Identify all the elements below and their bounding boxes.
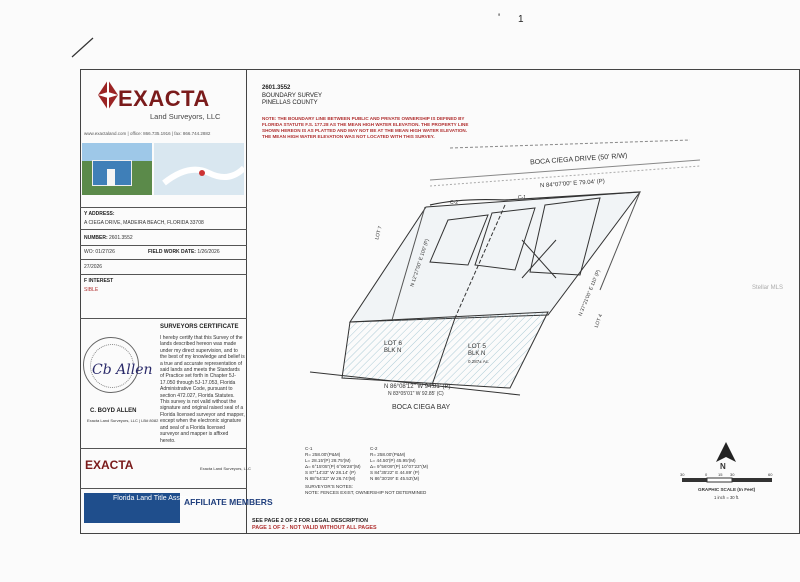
page-info: PAGE 1 OF 2 - NOT VALID WITHOUT ALL PAGES — [252, 525, 377, 531]
house-image — [92, 160, 132, 186]
date-two: 27/2026 — [84, 264, 103, 270]
flta-text: Florida Land Title Association — [113, 495, 205, 502]
address-label: Y ADDRESS: — [84, 211, 115, 217]
east-bearing: N 37°21'00" E 110' (P) — [577, 268, 602, 318]
survey-type: BOUNDARY SURVEY — [262, 93, 323, 99]
signature: Cb Allen — [92, 362, 153, 378]
curve-one-label: C-1 — [518, 195, 527, 201]
lot-five-block: BLK N — [468, 351, 486, 357]
affiliate-label: AFFILIATE MEMBERS — [184, 497, 273, 507]
scale-ratio: 1 inch = 30 ft. — [714, 495, 740, 500]
corner-mark: ' — [498, 12, 501, 24]
interest-label: F INTEREST — [84, 278, 114, 284]
curve-table-two: C-2 R= 258.00'(P&M) L= 44.50'(P) 45.95'(M) Δ= 9°56'09"(P) 10°07'23"(M) S 84°35'22" E 44.89' (P) N 86°30'29" E 45.53'(M) — [370, 446, 429, 481]
address-value: A CIEGA DRIVE, MADEIRA BEACH, FLORIDA 33708 — [84, 220, 204, 226]
north-label: N — [720, 462, 726, 471]
certificate-text: I hereby certify that this Survey of the lands described hereon was made under my direct supervision, and to the best of my knowledge and belief is a true and accurate representation of said lands and meets the Standards of Practice set forth in Chapter 5J-17.050 through 5J-17.053, Florida Administrative Code, pursuant to section 472.027, Florida Statutes. This survey is not valid without the signature and original raised seal of a Florida licensed surveyor and mapper, except when the electronic signature and seal of a Florida licensed surveyor and mapper is affixed hereto. — [160, 335, 245, 444]
scale-tick-e: 60 — [768, 472, 773, 477]
boundary-note: NOTE: THE BOUNDARY LINE BETWEEN PUBLIC AND PRIVATE OWNERSHIP IS DEFINED BY FLORIDA STATUTE F.S. 177.28 AS THE MEAN HIGH WATER ELEVATION. THE PROPERTY LINE SHOWN HEREON IS AS PLATTED AND MAY NOT BE AT THE MEAN HIGH WATER ELEVATION. THE MEAN HIGH WATER ELEVATION WAS NOT LOCATED WITH THIS SURVEY. — [262, 116, 469, 139]
west-bearing: N 12°27'00" E 100' (P) — [409, 238, 431, 288]
scale-label: GRAPHIC SCALE (In Feet) — [698, 487, 756, 492]
job-number: 2601.3552 — [262, 85, 291, 91]
location-map — [154, 143, 244, 195]
curve-two-label: C-2 — [450, 200, 459, 206]
county: PINELLAS COUNTY — [262, 100, 318, 106]
lot-six-block: BLK N — [384, 348, 402, 354]
scale-tick-d: 30 — [730, 472, 735, 477]
scale-tick-b: 0 — [705, 472, 708, 477]
company-tagline: Land Surveyors, LLC — [150, 112, 221, 121]
lot-five: LOT 5 — [468, 343, 486, 350]
signer-sub: Exacta Land Surveyors, LLC | LB# 8082 — [87, 418, 159, 423]
field-date-value: 1/26/2026 — [197, 249, 220, 255]
page-reference: SEE PAGE 2 OF 2 FOR LEGAL DESCRIPTION — [252, 518, 369, 524]
number-value: 2601.3552 — [109, 235, 133, 241]
number-label: NUMBER: — [84, 235, 108, 241]
signer-name: C. BOYD ALLEN — [90, 408, 137, 414]
field-date-label: FIELD WORK DATE: — [148, 249, 196, 255]
certificate-title: SURVEYORS CERTIFICATE — [160, 324, 239, 330]
bay-bearing: N 86°08'12" W 94.81' (P) — [384, 384, 451, 390]
interest-value: SIBLE — [84, 287, 99, 293]
scale-tick-c: 15 — [718, 472, 723, 477]
road-label: BOCA CIEGA DRIVE (50' R/W) — [529, 152, 628, 167]
bay-bearing-two: N 83°05'01" W 92.85' (C) — [388, 391, 444, 397]
company-name: EXACTA — [118, 86, 210, 111]
page-mark: 1 — [518, 14, 524, 25]
curve-table-one: C-1 R= 258.00'(P&M) L= 28.15'(P) 28.75'(M) Δ= 6°15'05"(P) 6°06'28"(M) S 87°14'33" W 28.14' (P) N 88°54'32" W 26.74'(M) — [305, 446, 361, 481]
scale-tick-a: 30 — [680, 472, 685, 477]
lot-four: LOT 4 — [593, 313, 605, 329]
lot-seven: LOT 7 — [374, 225, 384, 241]
notes-title: SURVEYOR'S NOTES: — [305, 484, 354, 489]
watermark: Stellar MLS — [752, 285, 784, 291]
footer-brand: EXACTA — [85, 458, 134, 472]
surveyor-notes: NOTE: FENCES EXIST, OWNERSHIP NOT DETERMINED — [305, 490, 427, 495]
company-contact: www.exactaland.com | office: 866.735.1916 | fax: 866.744.2882 — [84, 131, 211, 136]
road-bearing: N 84°07'00" E 79.04' (P) — [539, 178, 605, 190]
footer-brand-sub: Exacta Land Surveyors, LLC — [200, 466, 251, 471]
lot-area: 0.287± Ac. — [468, 359, 490, 364]
bay-label: BOCA CIEGA BAY — [392, 404, 451, 411]
wo-date: WO: 01/27/26 — [84, 249, 115, 255]
lot-six: LOT 6 — [384, 340, 402, 347]
